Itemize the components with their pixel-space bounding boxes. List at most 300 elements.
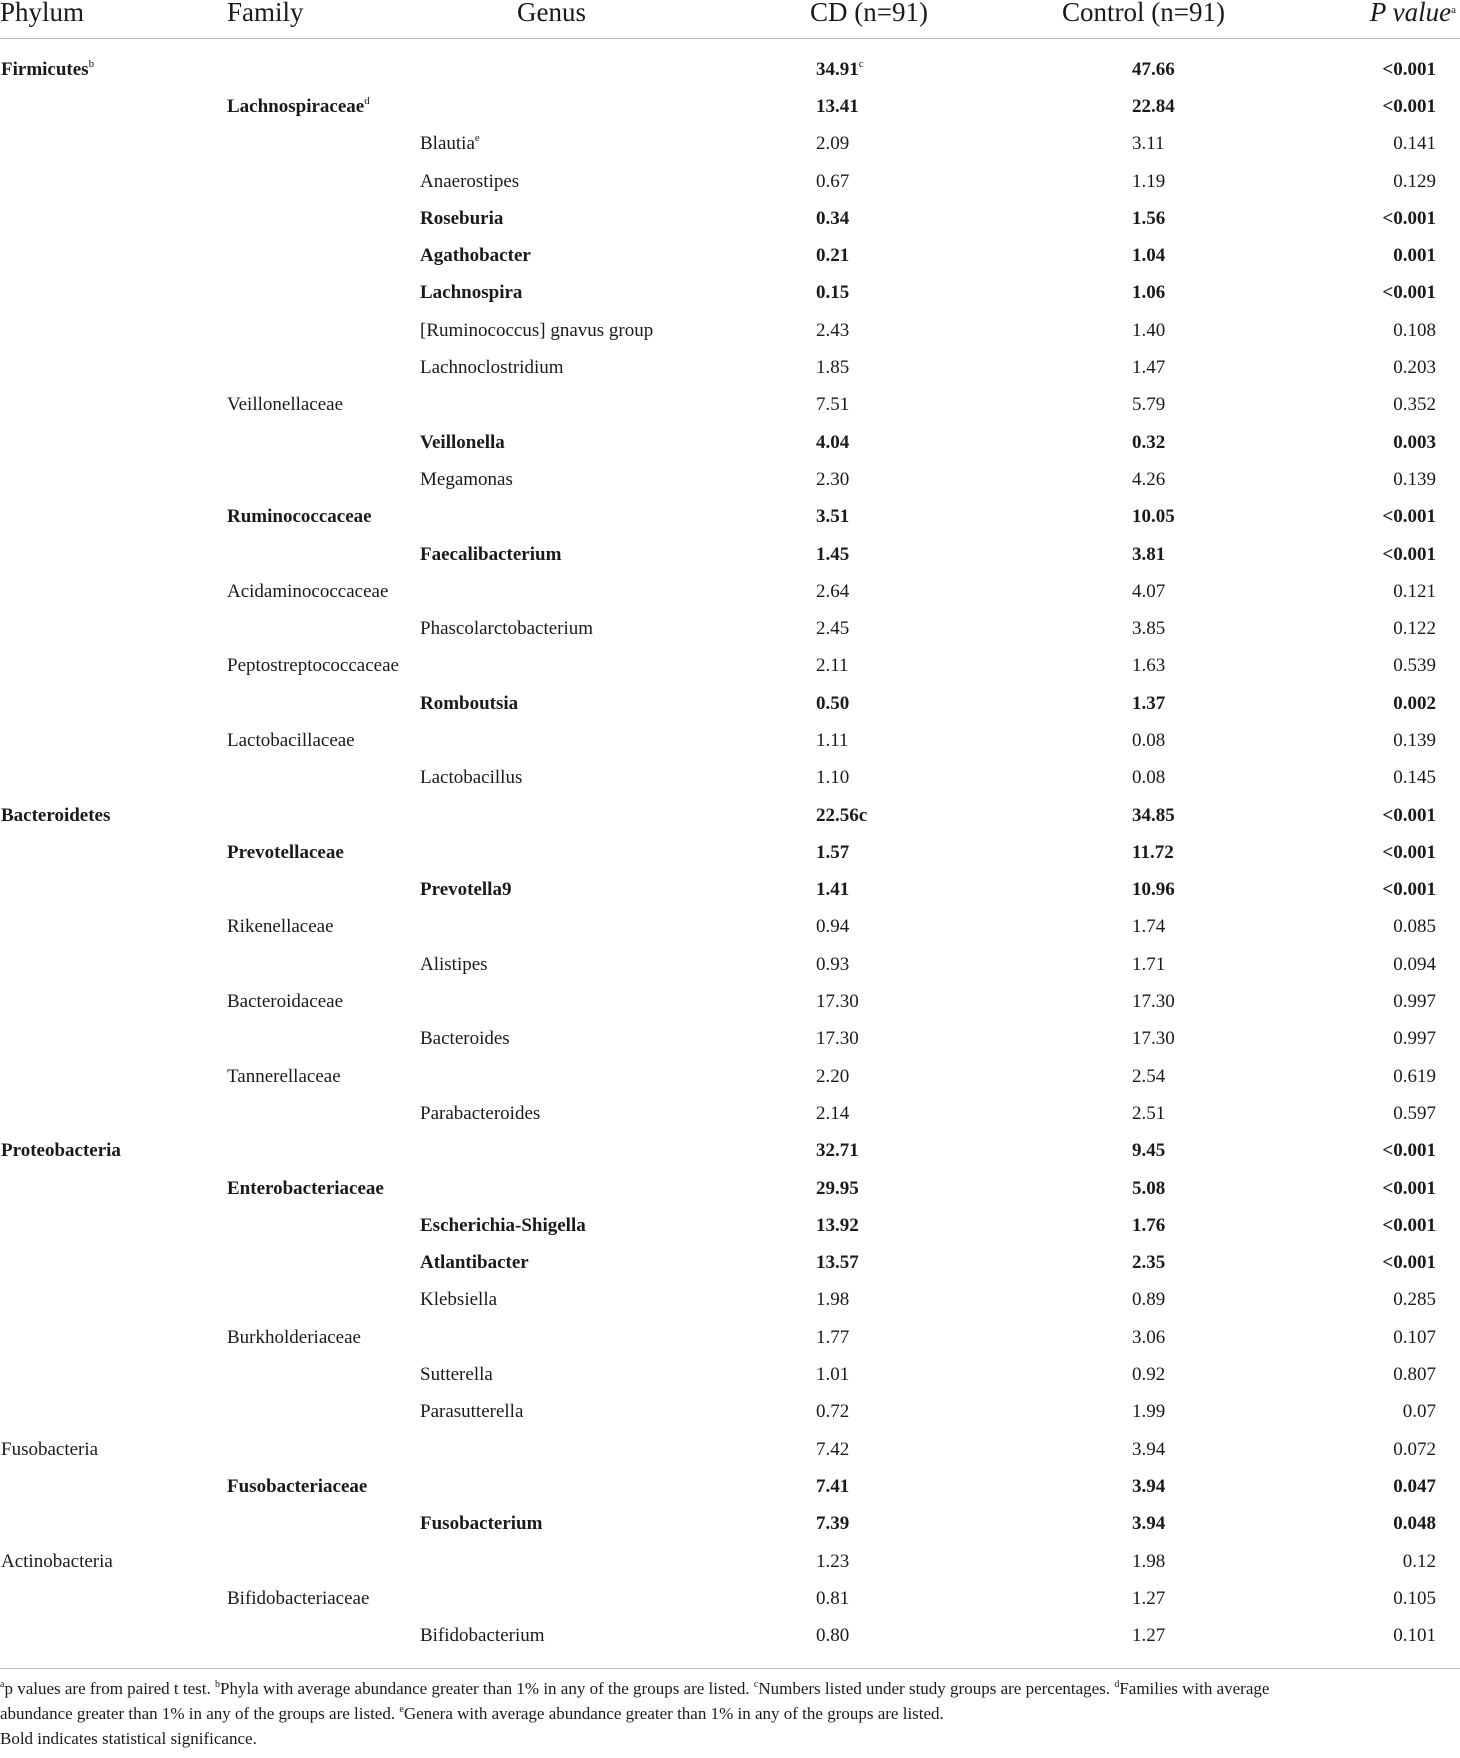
cell-p-value: [1305, 1133, 1460, 1170]
cell-control-text: 17.30: [1132, 991, 1175, 1013]
cell-family: [215, 946, 420, 983]
table-row: [0, 1617, 1460, 1654]
table-row: [0, 1021, 1460, 1058]
cell-family: [215, 312, 420, 349]
cell-control-text: 10.96: [1132, 879, 1175, 901]
cell-p-value-text: <0.001: [1382, 207, 1436, 229]
cell-control: [975, 872, 1305, 909]
footnote-text: abundance greater than 1% in any of the groups are listed.: [0, 1704, 400, 1723]
cell-phylum-sup: b: [88, 57, 95, 70]
cell-control-text: 10.05: [1132, 506, 1175, 528]
cell-p-value: [1305, 349, 1460, 386]
header-row: [0, 0, 1460, 39]
cell-p-value-text: 0.139: [1393, 468, 1436, 490]
cell-p-value: [1305, 722, 1460, 759]
cell-cd-text: 2.45: [816, 618, 850, 640]
cell-control-text: 1.47: [1132, 357, 1166, 379]
cell-family: [215, 983, 420, 1020]
cell-genus: [420, 685, 765, 722]
cell-genus-text: Fusobacterium: [420, 1513, 543, 1535]
cell-family: [215, 1506, 420, 1543]
table-row: [0, 387, 1460, 424]
table-row: [0, 909, 1460, 946]
table-row: [0, 1058, 1460, 1095]
cell-control-text: 2.54: [1132, 1065, 1166, 1087]
cell-cd: [765, 387, 975, 424]
cell-cd-text: 2.20: [816, 1065, 850, 1087]
cell-phylum: [0, 237, 215, 274]
header-phylum: Phylum: [0, 0, 215, 39]
cell-genus: [420, 573, 765, 610]
cell-genus: [420, 200, 765, 237]
cell-p-value-text: 0.539: [1393, 655, 1436, 677]
cell-p-value-text: 0.129: [1393, 170, 1436, 192]
cell-p-value-text: 0.003: [1393, 431, 1436, 453]
cell-control-text: 22.84: [1132, 95, 1175, 117]
footnote-text: p values are from paired t test.: [4, 1679, 215, 1698]
cell-p-value: [1305, 983, 1460, 1020]
cell-cd-text: 7.42: [816, 1438, 850, 1460]
cell-cd: [765, 722, 975, 759]
cell-control: [975, 424, 1305, 461]
table-row: [0, 1207, 1460, 1244]
cell-family: [215, 126, 420, 163]
cell-genus: [420, 312, 765, 349]
cell-control: [975, 39, 1305, 89]
table-row: [0, 237, 1460, 274]
cell-cd: [765, 1431, 975, 1468]
cell-p-value: [1305, 312, 1460, 349]
table-row: [0, 461, 1460, 498]
cell-cd-text: 0.72: [816, 1401, 850, 1423]
cell-cd-text: 13.57: [816, 1252, 859, 1274]
cell-p-value-text: 0.121: [1393, 580, 1436, 602]
cell-p-value: [1305, 1506, 1460, 1543]
cell-control-text: 3.94: [1132, 1475, 1166, 1497]
cell-genus: [420, 760, 765, 797]
cell-p-value: [1305, 163, 1460, 200]
cell-p-value-text: <0.001: [1382, 879, 1436, 901]
cell-phylum: [0, 797, 215, 834]
table-row: [0, 1506, 1460, 1543]
cell-cd: [765, 872, 975, 909]
cell-p-value: [1305, 200, 1460, 237]
cell-p-value: [1305, 834, 1460, 871]
cell-cd: [765, 424, 975, 461]
cell-cd: [765, 834, 975, 871]
table-row: [0, 722, 1460, 759]
cell-family: [215, 1468, 420, 1505]
cell-phylum: [0, 1245, 215, 1282]
cell-cd-text: 2.30: [816, 468, 850, 490]
cell-phylum-text: Bacteroidetes: [1, 804, 111, 826]
cell-control: [975, 1245, 1305, 1282]
cell-control-text: 17.30: [1132, 1028, 1175, 1050]
cell-family: [215, 648, 420, 685]
cell-genus-text: Lactobacillus: [420, 767, 523, 789]
cell-family: [215, 39, 420, 89]
cell-p-value: [1305, 648, 1460, 685]
cell-phylum: [0, 1468, 215, 1505]
cell-family: [215, 610, 420, 647]
cell-family: [215, 1095, 420, 1132]
cell-genus: [420, 909, 765, 946]
cell-genus: [420, 722, 765, 759]
cell-p-value: [1305, 126, 1460, 163]
header-cd: CD (n=91): [765, 0, 975, 39]
cell-family: [215, 797, 420, 834]
table-row: [0, 536, 1460, 573]
cell-genus-text: Bifidobacterium: [420, 1625, 545, 1647]
table-row: [0, 1468, 1460, 1505]
cell-phylum: [0, 909, 215, 946]
table-row: [0, 1319, 1460, 1356]
cell-p-value-text: 0.141: [1393, 133, 1436, 155]
cell-family-sup: d: [364, 94, 370, 107]
cell-control-text: 1.40: [1132, 319, 1166, 341]
cell-p-value-text: <0.001: [1382, 1177, 1436, 1199]
cell-genus: [420, 946, 765, 983]
cell-genus: [420, 536, 765, 573]
cell-phylum: [0, 1543, 215, 1580]
cell-genus-text: Megamonas: [420, 468, 513, 490]
cell-genus: [420, 499, 765, 536]
cell-cd: [765, 1095, 975, 1132]
header-p-value-label: P value: [1369, 0, 1452, 27]
cell-control: [975, 1506, 1305, 1543]
cell-control-text: 4.07: [1132, 580, 1166, 602]
header-p-value: [1305, 0, 1460, 39]
footnote-text: Genera with average abundance greater than 1% in any of the groups are listed.: [403, 1704, 944, 1723]
cell-control: [975, 573, 1305, 610]
cell-control: [975, 1095, 1305, 1132]
cell-cd: [765, 499, 975, 536]
cell-cd-text: 1.57: [816, 841, 850, 863]
cell-control: [975, 1058, 1305, 1095]
cell-family-text: Veillonellaceae: [227, 394, 344, 416]
cell-p-value-text: <0.001: [1382, 506, 1436, 528]
cell-control-text: 0.08: [1132, 729, 1166, 751]
header-genus: Genus: [420, 0, 765, 39]
cell-cd-text: 2.09: [816, 133, 850, 155]
cell-p-value-text: 0.047: [1393, 1475, 1436, 1497]
cell-genus: [420, 387, 765, 424]
cell-p-value: [1305, 461, 1460, 498]
cell-control: [975, 760, 1305, 797]
cell-cd: [765, 1021, 975, 1058]
cell-family-text: Fusobacteriaceae: [227, 1475, 368, 1497]
cell-family: [215, 237, 420, 274]
cell-control-text: 3.85: [1132, 618, 1166, 640]
cell-family-text: Lactobacillaceae: [227, 729, 355, 751]
cell-phylum: [0, 1058, 215, 1095]
table-row: [0, 834, 1460, 871]
footnote-marker: d: [1114, 1679, 1120, 1690]
cell-cd-text: 3.51: [816, 506, 850, 528]
cell-phylum: [0, 573, 215, 610]
cell-control: [975, 834, 1305, 871]
table-row: [0, 760, 1460, 797]
cell-p-value-text: <0.001: [1382, 1214, 1436, 1236]
cell-genus: [420, 1095, 765, 1132]
cell-control: [975, 1021, 1305, 1058]
cell-genus: [420, 1058, 765, 1095]
cell-p-value-text: 0.07: [1402, 1401, 1436, 1423]
cell-genus: [420, 126, 765, 163]
cell-control-text: 47.66: [1132, 58, 1175, 80]
cell-genus: [420, 424, 765, 461]
cell-p-value-text: 0.108: [1393, 319, 1436, 341]
cell-p-value-text: 0.107: [1393, 1326, 1436, 1348]
cell-control-text: 1.56: [1132, 207, 1166, 229]
cell-cd-text: 0.21: [816, 245, 850, 267]
table-row: [0, 872, 1460, 909]
table-row: [0, 797, 1460, 834]
cell-phylum: [0, 163, 215, 200]
cell-p-value: [1305, 909, 1460, 946]
cell-p-value: [1305, 1095, 1460, 1132]
cell-cd: [765, 39, 975, 89]
cell-control-text: 2.51: [1132, 1102, 1166, 1124]
cell-control: [975, 648, 1305, 685]
cell-phylum: [0, 312, 215, 349]
cell-control: [975, 797, 1305, 834]
cell-p-value-text: <0.001: [1382, 804, 1436, 826]
cell-family: [215, 1394, 420, 1431]
cell-control: [975, 349, 1305, 386]
table-row: [0, 39, 1460, 89]
cell-control: [975, 1543, 1305, 1580]
cell-p-value: [1305, 39, 1460, 89]
cell-cd-text: 0.15: [816, 282, 850, 304]
cell-family: [215, 1319, 420, 1356]
table-row: [0, 1580, 1460, 1617]
cell-genus-text: Phascolarctobacterium: [420, 618, 594, 640]
cell-genus: [420, 983, 765, 1020]
cell-genus-text: Prevotella9: [420, 879, 512, 901]
cell-phylum: [0, 88, 215, 125]
cell-genus: [420, 1617, 765, 1654]
cell-cd: [765, 536, 975, 573]
cell-cd: [765, 1170, 975, 1207]
cell-genus-text: Lachnoclostridium: [420, 357, 564, 379]
table-row: [0, 1095, 1460, 1132]
cell-genus-text: Parasutterella: [420, 1401, 524, 1423]
cell-family: [215, 499, 420, 536]
cell-p-value: [1305, 1543, 1460, 1580]
cell-p-value: [1305, 760, 1460, 797]
cell-phylum: [0, 499, 215, 536]
cell-control-text: 1.27: [1132, 1625, 1166, 1647]
cell-p-value: [1305, 1617, 1460, 1654]
cell-cd: [765, 1580, 975, 1617]
cell-phylum: [0, 1319, 215, 1356]
cell-p-value: [1305, 1431, 1460, 1468]
cell-cd-text: 17.30: [816, 1028, 859, 1050]
footnote-text: Families with average: [1119, 1679, 1270, 1698]
cell-control: [975, 610, 1305, 647]
cell-genus: [420, 610, 765, 647]
table-row: [0, 1133, 1460, 1170]
cell-genus-text: Parabacteroides: [420, 1102, 541, 1124]
cell-genus-text: Agathobacter: [420, 245, 531, 267]
cell-genus-text: Klebsiella: [420, 1289, 498, 1311]
cell-cd: [765, 461, 975, 498]
cell-cd: [765, 983, 975, 1020]
cell-control-text: 3.81: [1132, 543, 1166, 565]
cell-genus: [420, 349, 765, 386]
cell-cd: [765, 312, 975, 349]
cell-control-text: 1.06: [1132, 282, 1166, 304]
cell-cd: [765, 237, 975, 274]
cell-p-value-text: <0.001: [1382, 543, 1436, 565]
cell-family: [215, 1207, 420, 1244]
cell-family: [215, 200, 420, 237]
cell-control-text: 3.06: [1132, 1326, 1166, 1348]
footnote-line-1: [0, 1676, 1460, 1701]
cell-cd-text: 1.11: [816, 729, 849, 751]
header-family: Family: [215, 0, 420, 39]
cell-control-text: 34.85: [1132, 804, 1175, 826]
table-row: [0, 1356, 1460, 1393]
cell-family: [215, 685, 420, 722]
cell-phylum: [0, 349, 215, 386]
cell-family: [215, 909, 420, 946]
cell-cd-text: 13.41: [816, 95, 859, 117]
cell-family: [215, 536, 420, 573]
cell-cd-text: 22.56c: [816, 804, 868, 826]
cell-cd: [765, 1207, 975, 1244]
cell-cd-text: 0.50: [816, 692, 850, 714]
cell-family-text: Tannerellaceae: [227, 1065, 341, 1087]
cell-phylum: [0, 946, 215, 983]
cell-family: [215, 1170, 420, 1207]
table-row: [0, 499, 1460, 536]
header-control: Control (n=91): [975, 0, 1305, 39]
header-p-value-sup: a: [1451, 4, 1456, 16]
table-row: [0, 1394, 1460, 1431]
cell-control: [975, 499, 1305, 536]
cell-genus: [420, 1580, 765, 1617]
cell-control-text: 1.63: [1132, 655, 1166, 677]
footnote-line-2: [0, 1701, 1460, 1726]
cell-control: [975, 983, 1305, 1020]
table-row: [0, 275, 1460, 312]
cell-p-value: [1305, 1580, 1460, 1617]
cell-cd: [765, 610, 975, 647]
cell-phylum: [0, 610, 215, 647]
table-row: [0, 88, 1460, 125]
footnote-marker: b: [215, 1679, 220, 1690]
cell-cd-text: 29.95: [816, 1177, 859, 1199]
cell-control: [975, 1356, 1305, 1393]
cell-family: [215, 1580, 420, 1617]
cell-family: [215, 1617, 420, 1654]
cell-family: [215, 872, 420, 909]
cell-cd-text: 0.67: [816, 170, 850, 192]
cell-control: [975, 685, 1305, 722]
cell-p-value-text: 0.597: [1393, 1102, 1436, 1124]
cell-p-value: [1305, 685, 1460, 722]
cell-family: [215, 88, 420, 125]
cell-cd: [765, 909, 975, 946]
cell-p-value-text: 0.094: [1393, 953, 1436, 975]
footnotes: [0, 1676, 1460, 1751]
cell-cd: [765, 88, 975, 125]
table-row: [0, 200, 1460, 237]
cell-p-value: [1305, 1394, 1460, 1431]
cell-genus: [420, 1506, 765, 1543]
cell-control: [975, 312, 1305, 349]
cell-p-value-text: 0.997: [1393, 1028, 1436, 1050]
cell-cd-text: 1.23: [816, 1550, 850, 1572]
cell-phylum: [0, 1394, 215, 1431]
table-row: [0, 312, 1460, 349]
cell-p-value-text: 0.002: [1393, 692, 1436, 714]
cell-family-text: Bifidobacteriaceae: [227, 1587, 370, 1609]
cell-control: [975, 1468, 1305, 1505]
cell-p-value-text: 0.001: [1393, 245, 1436, 267]
cell-cd-text: 34.91: [816, 58, 859, 80]
cell-genus: [420, 872, 765, 909]
cell-family-text: Prevotellaceae: [227, 841, 344, 863]
cell-phylum: [0, 685, 215, 722]
cell-phylum: [0, 1617, 215, 1654]
cell-phylum: [0, 760, 215, 797]
cell-phylum: [0, 387, 215, 424]
cell-p-value: [1305, 610, 1460, 647]
cell-phylum: [0, 648, 215, 685]
cell-control: [975, 1133, 1305, 1170]
cell-cd-text: 1.85: [816, 357, 850, 379]
cell-p-value-text: <0.001: [1382, 282, 1436, 304]
table-row: [0, 1431, 1460, 1468]
cell-control-text: 1.76: [1132, 1214, 1166, 1236]
cell-cd-text: 7.51: [816, 394, 850, 416]
cell-p-value-text: 0.085: [1393, 916, 1436, 938]
cell-genus: [420, 1431, 765, 1468]
cell-family: [215, 760, 420, 797]
cell-genus: [420, 88, 765, 125]
cell-cd-text: 32.71: [816, 1140, 859, 1162]
cell-family-text: Lachnospiraceae: [227, 95, 365, 117]
cell-p-value: [1305, 1058, 1460, 1095]
cell-cd: [765, 573, 975, 610]
cell-phylum-text: Fusobacteria: [1, 1438, 99, 1460]
cell-cd: [765, 1543, 975, 1580]
cell-p-value-text: 0.12: [1402, 1550, 1436, 1572]
cell-p-value: [1305, 424, 1460, 461]
cell-p-value: [1305, 1021, 1460, 1058]
cell-phylum: [0, 39, 215, 89]
cell-cd: [765, 648, 975, 685]
table-row: [0, 163, 1460, 200]
table-row: [0, 1245, 1460, 1282]
table-row: [0, 1543, 1460, 1580]
cell-family: [215, 275, 420, 312]
cell-genus-text: Veillonella: [420, 431, 505, 453]
cell-genus-text: [Ruminococcus] gnavus group: [420, 319, 654, 341]
cell-genus-text: Bacteroides: [420, 1028, 510, 1050]
cell-cd-text: 7.39: [816, 1513, 850, 1535]
table-row: [0, 1170, 1460, 1207]
cell-family: [215, 1282, 420, 1319]
cell-control-text: 2.35: [1132, 1252, 1166, 1274]
cell-phylum: [0, 1021, 215, 1058]
cell-phylum: [0, 536, 215, 573]
footnote-marker: e: [399, 1704, 404, 1715]
cell-genus-text: Atlantibacter: [420, 1252, 529, 1274]
